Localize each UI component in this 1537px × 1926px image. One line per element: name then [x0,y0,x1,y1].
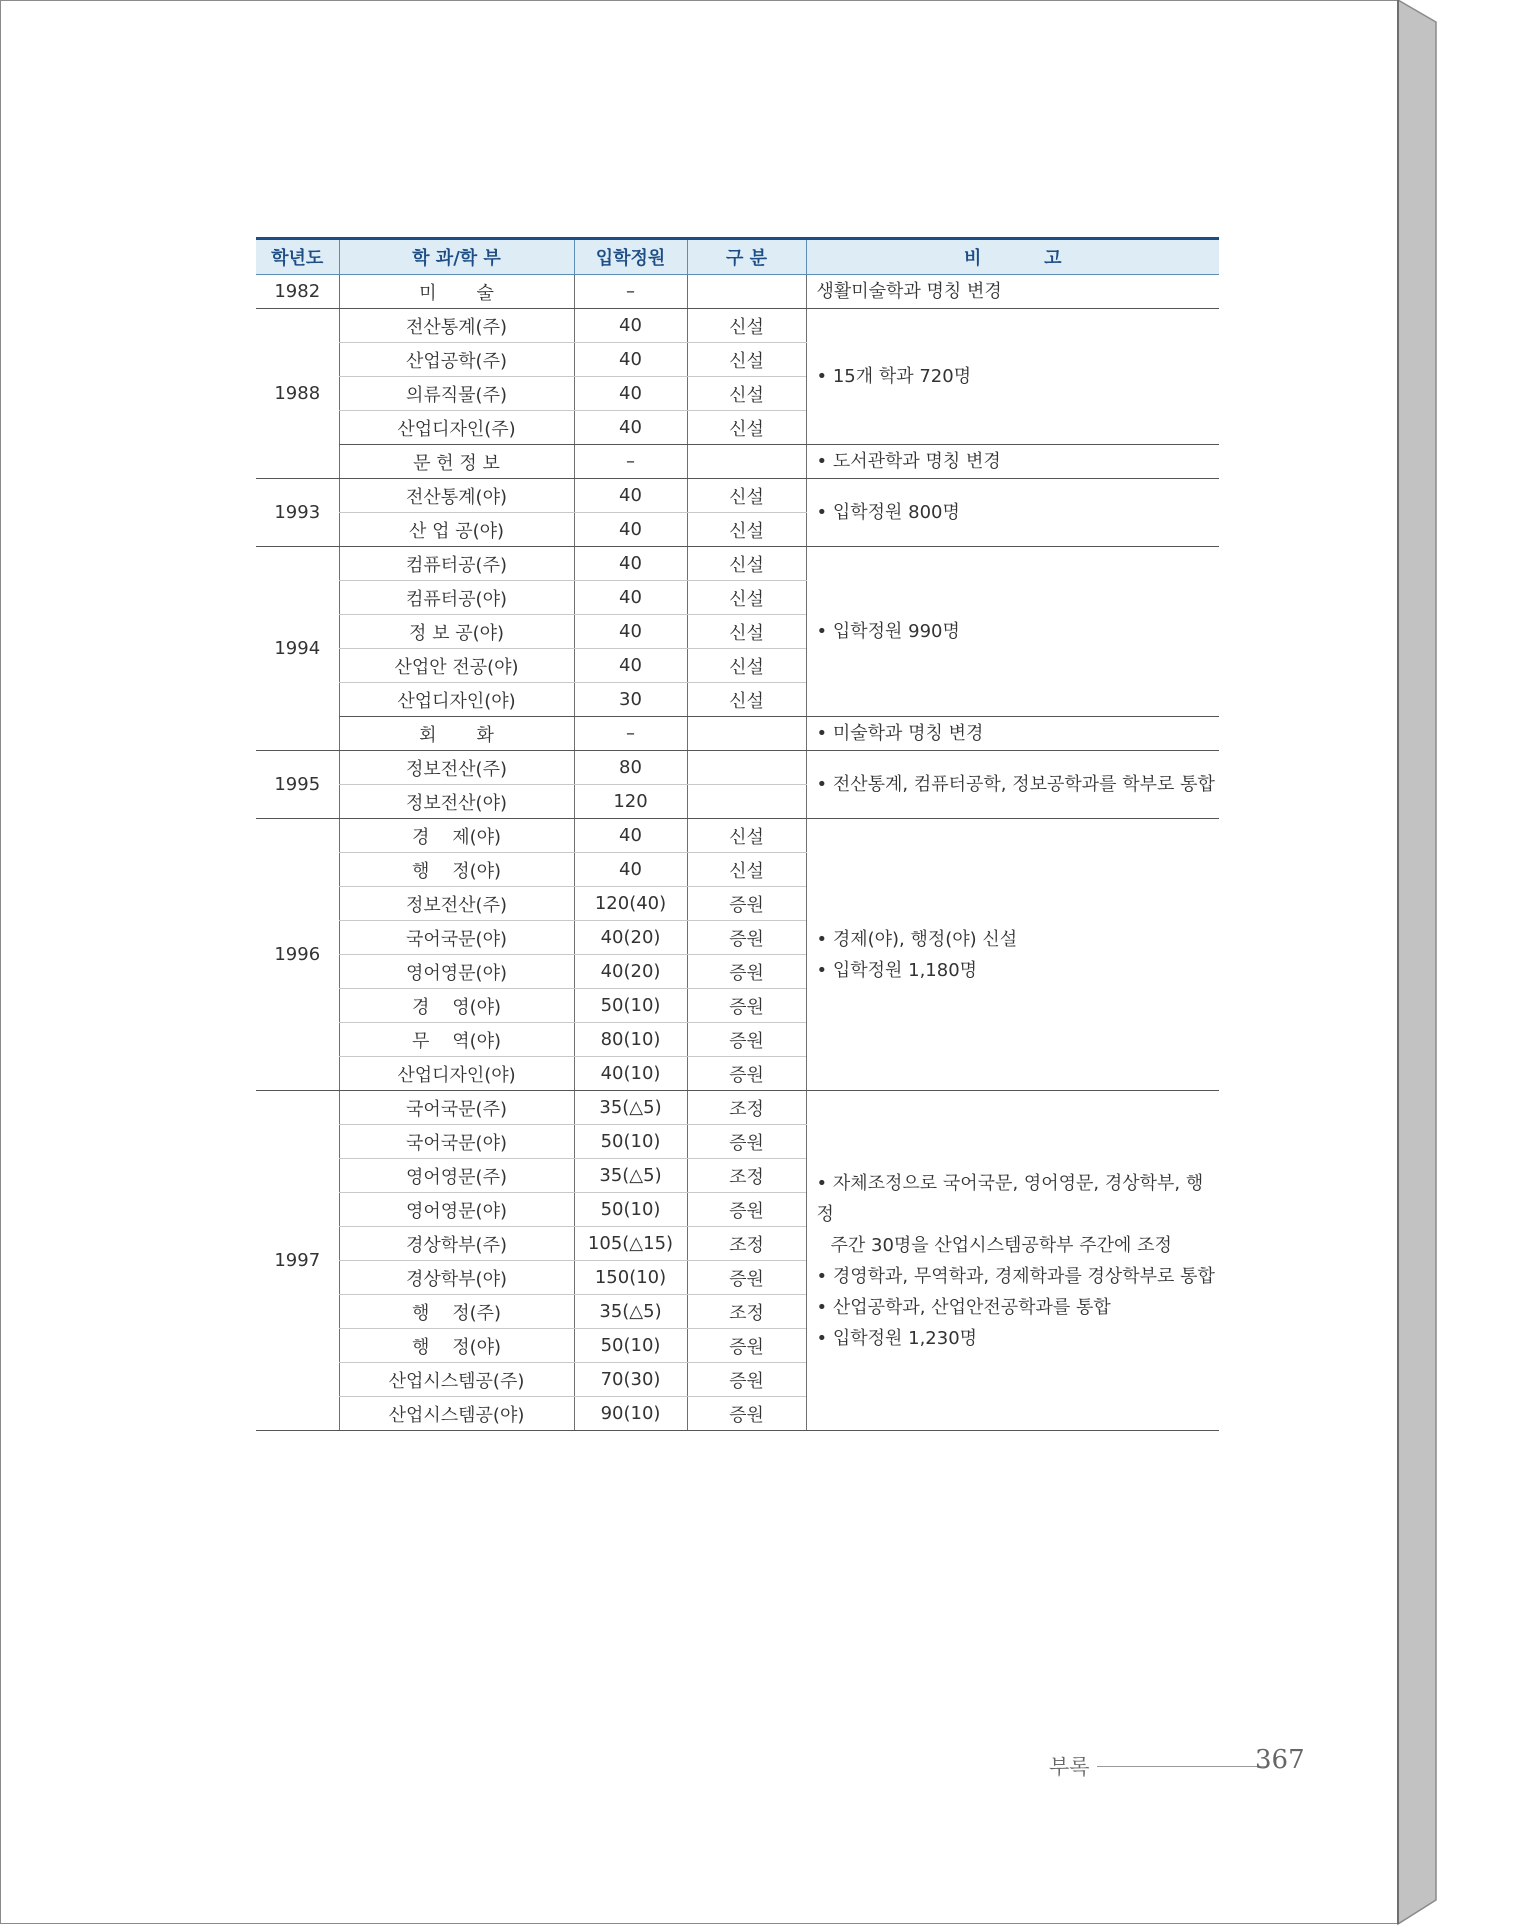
dept-cell: 영어영문(주) [339,1159,574,1193]
quota-cell: 70(30) [574,1363,687,1397]
type-cell: 증원 [687,1329,806,1363]
type-cell: 증원 [687,921,806,955]
dept-cell: 산업시스템공(야) [339,1397,574,1431]
quota-cell: 105(△15) [574,1227,687,1261]
remark-line: • 입학정원 1,230명 [816,1327,978,1349]
type-cell: 신설 [687,479,806,513]
quota-cell: 50(10) [574,989,687,1023]
quota-cell: 40 [574,343,687,377]
type-cell [687,785,806,819]
quota-cell: 30 [574,683,687,717]
dept-cell: 산업공학(주) [339,343,574,377]
dept-cell: 전산통계(야) [339,479,574,513]
year-cell: 1982 [256,275,339,309]
year-cell: 1994 [256,547,339,751]
page-edge-shadow [1390,0,1537,1926]
table-row [256,445,1219,479]
dept-cell: 행 정(야) [339,853,574,887]
year-cell: 1993 [256,479,339,547]
type-cell: 증원 [687,1193,806,1227]
remark-cell: • 미술학과 명칭 변경 [806,717,1219,751]
dept-cell: 국어국문(야) [339,921,574,955]
quota-cell: 40(20) [574,955,687,989]
remark-cell: • 도서관학과 명칭 변경 [806,445,1219,479]
remark-line: 주간 30명을 산업시스템공학부 주간에 조정 [830,1234,1172,1256]
header-remark: 비 고 [806,239,1219,275]
dept-cell: 행 정(야) [339,1329,574,1363]
type-cell: 신설 [687,615,806,649]
dept-cell: 산업디자인(야) [339,683,574,717]
dept-cell: 정 보 공(야) [339,615,574,649]
quota-cell: – [574,717,687,751]
header-type: 구 분 [687,239,806,275]
quota-cell: 150(10) [574,1261,687,1295]
type-cell: 신설 [687,309,806,343]
year-cell: 1988 [256,309,339,479]
dept-cell: 산업디자인(야) [339,1057,574,1091]
type-cell: 증원 [687,1057,806,1091]
type-cell: 신설 [687,683,806,717]
quota-cell: 90(10) [574,1397,687,1431]
type-cell: 증원 [687,1261,806,1295]
type-cell [687,717,806,751]
remark-cell: • 입학정원 800명 [806,479,1219,547]
remark-line: • 입학정원 1,180명 [816,959,978,981]
quota-cell: 40 [574,819,687,853]
table-row [256,309,1219,343]
dept-cell: 행 정(주) [339,1295,574,1329]
type-cell: 신설 [687,343,806,377]
dept-cell: 국어국문(야) [339,1125,574,1159]
table-row [256,717,1219,751]
dept-cell: 무 역(야) [339,1023,574,1057]
quota-cell: 35(△5) [574,1295,687,1329]
year-cell: 1997 [256,1091,339,1431]
remark-cell [806,1091,1219,1431]
type-cell: 신설 [687,581,806,615]
dept-cell: 산업시스템공(주) [339,1363,574,1397]
quota-cell: 120 [574,785,687,819]
quota-cell: 40 [574,377,687,411]
dept-cell: 의류직물(주) [339,377,574,411]
dept-cell: 컴퓨터공(야) [339,581,574,615]
quota-cell: 120(40) [574,887,687,921]
dept-cell: 산 업 공(야) [339,513,574,547]
type-cell [687,275,806,309]
type-cell [687,445,806,479]
quota-cell: 40 [574,411,687,445]
table-row [256,819,1219,853]
type-cell: 증원 [687,955,806,989]
year-cell: 1995 [256,751,339,819]
quota-cell: 40 [574,479,687,513]
quota-cell: 40 [574,309,687,343]
table-row [256,751,1219,785]
table-row [256,1091,1219,1125]
quota-cell: 40(10) [574,1057,687,1091]
type-cell: 신설 [687,649,806,683]
quota-cell: 35(△5) [574,1091,687,1125]
remark-cell: • 전산통계, 컴퓨터공학, 정보공학과를 학부로 통합 [806,751,1219,819]
type-cell: 증원 [687,1397,806,1431]
table-header-row [256,239,1219,275]
dept-cell: 국어국문(주) [339,1091,574,1125]
dept-cell: 경상학부(주) [339,1227,574,1261]
type-cell: 조정 [687,1295,806,1329]
dept-cell: 경 제(야) [339,819,574,853]
type-cell: 조정 [687,1227,806,1261]
remark-cell: • 15개 학과 720명 [806,309,1219,445]
type-cell: 신설 [687,411,806,445]
dept-cell: 산업안 전공(야) [339,649,574,683]
type-cell: 조정 [687,1159,806,1193]
quota-cell: 80 [574,751,687,785]
dept-cell: 영어영문(야) [339,955,574,989]
remark-cell: 생활미술학과 명칭 변경 [806,275,1219,309]
type-cell: 신설 [687,377,806,411]
quota-cell: 35(△5) [574,1159,687,1193]
dept-cell: 경상학부(야) [339,1261,574,1295]
type-cell: 신설 [687,853,806,887]
dept-cell: 미 술 [339,275,574,309]
header-year: 학년도 [256,239,339,275]
dept-cell: 문 헌 정 보 [339,445,574,479]
quota-cell: 40 [574,853,687,887]
header-dept: 학 과/학 부 [339,239,574,275]
quota-cell: – [574,275,687,309]
quota-cell: – [574,445,687,479]
type-cell: 증원 [687,1363,806,1397]
remark-cell: • 입학정원 990명 [806,547,1219,717]
remark-cell [806,819,1219,1091]
quota-cell: 40 [574,649,687,683]
dept-cell: 영어영문(야) [339,1193,574,1227]
type-cell: 신설 [687,547,806,581]
enrollment-history-table [256,237,1219,1431]
page-number: 367 [1255,1745,1305,1775]
table-row [256,547,1219,581]
header-quota: 입학정원 [574,239,687,275]
type-cell: 증원 [687,1023,806,1057]
footer-rule [1097,1766,1267,1767]
year-cell: 1996 [256,819,339,1091]
quota-cell: 40 [574,547,687,581]
quota-cell: 40 [574,513,687,547]
remark-line: • 경제(야), 행정(야) 신설 [816,928,1018,950]
quota-cell: 80(10) [574,1023,687,1057]
type-cell: 증원 [687,989,806,1023]
table-row [256,479,1219,513]
type-cell: 신설 [687,513,806,547]
dept-cell: 정보전산(주) [339,751,574,785]
quota-cell: 40(20) [574,921,687,955]
footer-section-label: 부록 [1049,1755,1090,1779]
dept-cell: 전산통계(주) [339,309,574,343]
quota-cell: 40 [574,581,687,615]
type-cell: 신설 [687,819,806,853]
quota-cell: 50(10) [574,1329,687,1363]
remark-line: • 경영학과, 무역학과, 경제학과를 경상학부로 통합 [816,1265,1215,1287]
remark-line: • 산업공학과, 산업안전공학과를 통합 [816,1296,1111,1318]
dept-cell: 정보전산(야) [339,785,574,819]
page-footer [1049,1745,1305,1779]
dept-cell: 컴퓨터공(주) [339,547,574,581]
dept-cell: 정보전산(주) [339,887,574,921]
type-cell: 증원 [687,887,806,921]
type-cell: 증원 [687,1125,806,1159]
type-cell: 조정 [687,1091,806,1125]
table-row [256,275,1219,309]
dept-cell: 경 영(야) [339,989,574,1023]
remark-line: • 자체조정으로 국어국문, 영어영문, 경상학부, 행정 [816,1172,1204,1225]
quota-cell: 50(10) [574,1193,687,1227]
quota-cell: 40 [574,615,687,649]
dept-cell: 회 화 [339,717,574,751]
type-cell [687,751,806,785]
quota-cell: 50(10) [574,1125,687,1159]
dept-cell: 산업디자인(주) [339,411,574,445]
